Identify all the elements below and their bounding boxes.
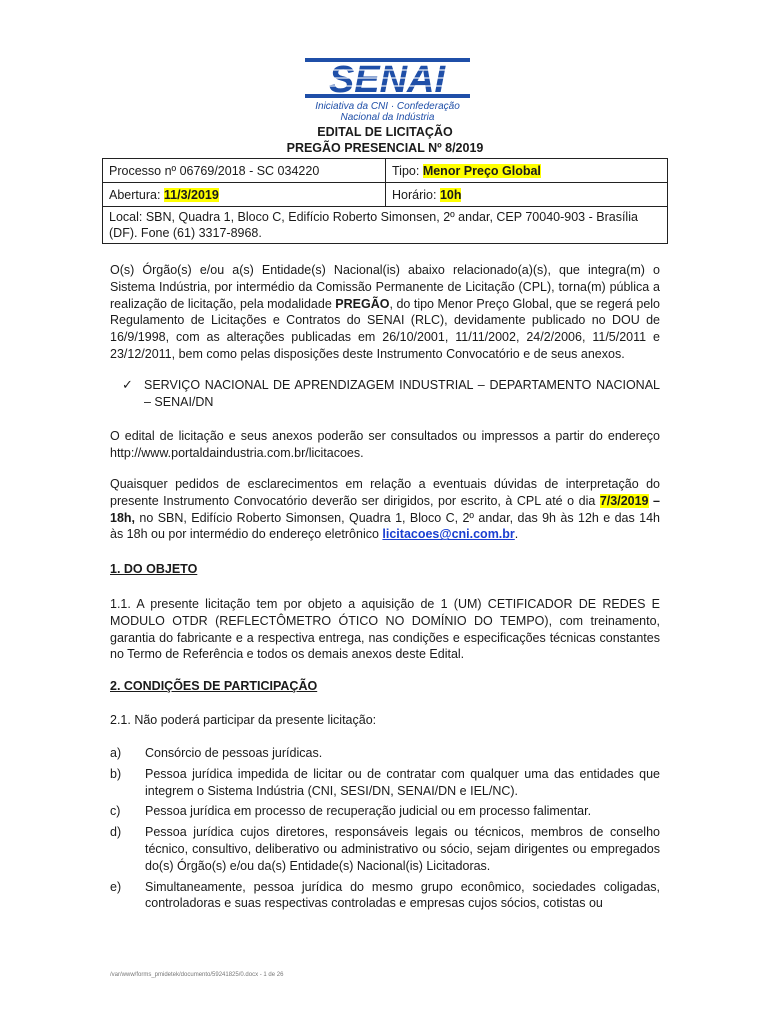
- senai-wordmark-icon: [300, 56, 475, 100]
- intro-bold: PREGÃO: [335, 296, 390, 311]
- intro-text-2: , do tipo Menor Preço Global, que se regerá pelo Regulamento de Licitações e Contratos do SENAI (RLC), devidamente publicado no DOU de 16/9/1998, com as alterações publicadas em 26/10/2001, 11/11/2002, 24/2/2006, 11/5/2011 e 23/12/2011, bem como pelas disposições deste Instrumento Convocatório e de seus anexos.: [110, 296, 661, 361]
- logo-tagline-2: Nacional da Indústria: [340, 112, 435, 123]
- list-item: [110, 824, 660, 874]
- list-item: [110, 766, 660, 800]
- intro-text-1: O(s) Órgão(s) e/ou a(s) Entidade(s) Nacional(is) abaixo relacionado(a)(s), que integra(m) o Sistema Indústria, por intermédio da Comissão Permanente de Licitação (CPL), torna(m) pública a realização de licitação, pela modalidade: [110, 263, 660, 311]
- pedidos-paragraph: [110, 476, 660, 543]
- list-item-text: Simultaneamente, pessoa jurídica do mesmo grupo econômico, sociedades coligadas, controladoras e suas respectivas controladas e empresas cujos sócios, cotistas ou: [145, 879, 660, 911]
- table-row: [103, 159, 668, 183]
- page-footer: /var/www/forms_pmidetek/documento/59241825/0.docx - 1 de 26: [110, 972, 284, 978]
- checkmark-icon: ✓: [122, 377, 133, 392]
- local-line-1: Local: SBN, Quadra 1, Bloco C, Edifício Roberto Simonsen, 2º andar, CEP 70040-903 - Brasília: [109, 210, 638, 224]
- local-cell: [103, 207, 668, 244]
- list-item-text: Consórcio de pessoas jurídicas.: [145, 746, 323, 760]
- service-item: SERVIÇO NACIONAL DE APRENDIZAGEM INDUSTRIAL – DEPARTAMENTO NACIONAL – SENAI/DN: [144, 378, 660, 409]
- list-item: [110, 745, 660, 762]
- tipo-cell: [386, 159, 668, 183]
- tipo-label: Tipo:: [392, 163, 423, 178]
- senai-logo: [300, 56, 475, 122]
- local-line-2: (DF). Fone (61) 3317-8968.: [109, 226, 262, 240]
- horario-value: 10h: [439, 187, 462, 202]
- table-row: [103, 207, 668, 244]
- edital-paragraph: O edital de licitação e seus anexos poderão ser consultados ou impressos a partir do endereço http://www.portaldaindustria.com.br/licitacoes.: [110, 429, 660, 460]
- pedidos-date: 7/3/2019: [599, 493, 649, 508]
- logo-tagline-1: Iniciativa da CNI · Confederação: [315, 101, 460, 112]
- table-row: [103, 183, 668, 207]
- pedidos-dash: –: [648, 493, 660, 508]
- list-item: [110, 879, 660, 913]
- svg-text:SENAI: SENAI: [328, 59, 446, 100]
- process-info-table: [102, 158, 668, 244]
- processo-cell: Processo nº 06769/2018 - SC 034220: [103, 159, 386, 183]
- pedidos-end: .: [514, 527, 519, 542]
- section-2-intro: 2.1. Não poderá participar da presente licitação:: [110, 713, 377, 727]
- tipo-value: Menor Preço Global: [422, 163, 541, 178]
- list-item-text: Pessoa jurídica em processo de recuperação judicial ou em processo falimentar.: [145, 804, 592, 819]
- pedidos-time: 18h,: [110, 510, 136, 525]
- list-item-text: Pessoa jurídica cujos diretores, responsáveis legais ou técnicos, membros de conselho técnico, consultivo, deliberativo ou administrativo ou sócio, sejam dirigentes ou empregados do(s) Órgão(s) e/ou da(s) Entidade(s) Nacional(is) Licitadoras.: [145, 825, 660, 873]
- list-marker: c): [110, 804, 121, 819]
- pedidos-text-2: no SBN, Edifício Roberto Simonsen, Quadra 1, Bloco C, 2º andar, das 9h às 12h e das 14h às 18h ou por intermédio do endereço eletrônico: [110, 510, 660, 542]
- section-1-text: 1.1. A presente licitação tem por objeto a aquisição de 1 (UM) CETIFICADOR DE REDES E MODULO OTDR (REFLECTÔMETRO ÓTICO NO DOMÍNIO DO TEMPO), com treinamento, garantia do fabricante e a respectiva entrega, nas condições e especificações técnicas constantes no Termo de Referência e todos os demais anexos deste Edital.: [110, 597, 660, 662]
- list-marker: d): [110, 825, 122, 840]
- abertura-cell: [103, 183, 386, 207]
- pedidos-text-1: Quaisquer pedidos de esclarecimentos em relação a eventuais dúvidas de interpretação do presente Instrumento Convocatório deverão ser dirigidos, por escrito, à CPL até o dia: [110, 477, 660, 508]
- horario-label: Horário:: [392, 187, 440, 202]
- abertura-value: 11/3/2019: [163, 187, 219, 202]
- list-marker: b): [110, 766, 122, 781]
- document-subtitle: PREGÃO PRESENCIAL Nº 8/2019: [286, 141, 484, 155]
- intro-paragraph: [110, 262, 660, 363]
- section-1-heading: 1. DO OBJETO: [110, 562, 198, 576]
- exclusion-list: [110, 745, 660, 916]
- document-title: EDITAL DE LICITAÇÃO: [317, 125, 453, 139]
- list-item-text: Pessoa jurídica impedida de licitar ou de contratar com qualquer uma das entidades que integrem o Sistema Indústria (CNI, SESI/DN, SENAI/DN e IEL/NC).: [145, 766, 660, 798]
- list-marker: a): [110, 746, 122, 760]
- email-link[interactable]: licitacoes@cni.com.br: [382, 527, 515, 542]
- horario-cell: [386, 183, 668, 207]
- list-marker: e): [110, 879, 122, 894]
- list-item: [110, 803, 660, 820]
- abertura-label: Abertura:: [109, 187, 164, 202]
- section-2-heading: 2. CONDIÇÕES DE PARTICIPAÇÃO: [110, 679, 318, 693]
